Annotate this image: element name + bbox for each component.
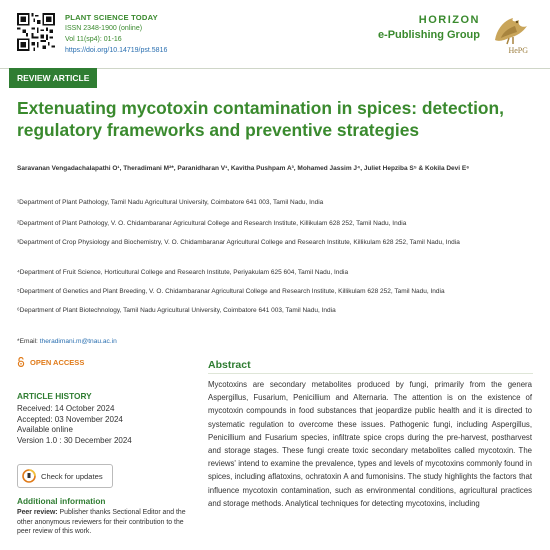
article-history <box>17 404 132 446</box>
received-date: Received: 14 October 2024 <box>17 404 115 413</box>
publisher-logo-text: HePG <box>508 46 528 55</box>
affiliation-6: ⁶Department of Plant Biotechnology, Tamil Nadu Agricultural University, Coimbatore 641 003, Tamil Nadu, India <box>17 307 336 314</box>
journal-volume: Vol 11(sp4): 01-16 <box>65 36 122 43</box>
email-link[interactable]: theradimani.m@tnau.ac.in <box>39 338 117 345</box>
affiliation-5: ⁵Department of Genetics and Plant Breeding, V. O. Chidambaranar Agricultural College and Research Institute, Killikulam 628 252, Tamil Nadu, India <box>17 288 445 295</box>
article-type-badge: REVIEW ARTICLE <box>9 68 97 88</box>
affiliation-1: ¹Department of Plant Pathology, Tamil Nadu Agricultural University, Coimbatore 641 003, Tamil Nadu, India <box>17 199 324 206</box>
open-lock-icon <box>17 357 25 367</box>
affiliation-3: ³Department of Crop Physiology and Biochemistry, V. O. Chidambaranar Agricultural College and Research Institute, Killikulam 628 252, Tamil Nadu, India <box>17 239 460 246</box>
available-online: Available online <box>17 425 73 434</box>
publisher-line1: HORIZON <box>418 14 480 26</box>
journal-info <box>65 12 167 56</box>
journal-issn: ISSN 2348-1900 (online) <box>65 25 143 32</box>
article-title: Extenuating mycotoxin contamination in spices: detection, regulatory frameworks and preventive strategies <box>17 98 505 140</box>
check-updates-label: Check for updates <box>41 471 103 481</box>
correspondence-email <box>17 338 117 345</box>
abstract-title: Abstract <box>208 359 251 371</box>
version-date: Version 1.0 : 30 December 2024 <box>17 435 132 445</box>
peer-review-text: Publisher thanks Sectional Editor and the other anonymous reviewers for their contribution to the peer review of this work. <box>17 509 186 535</box>
affiliation-2: ²Department of Plant Pathology, V. O. Chidambaranar Agricultural College and Research Institute, Killikulam 628 252, Tamil Nadu, India <box>17 220 407 227</box>
journal-name: PLANT SCIENCE TODAY <box>65 13 158 22</box>
additional-info-title: Additional information <box>17 496 106 506</box>
article-history-title: ARTICLE HISTORY <box>17 391 92 401</box>
affiliation-4: ⁴Department of Fruit Science, Horticultural College and Research Institute, Periyakulam 625 604, Tamil Nadu, India <box>17 269 349 276</box>
check-updates-icon <box>22 469 36 483</box>
qr-code-icon <box>17 13 55 51</box>
publisher-name <box>378 14 480 41</box>
open-access-text: OPEN ACCESS <box>30 358 85 367</box>
author-list: Saravanan Vengadachalapathi O¹, Theradimani M²*, Paranidharan V¹, Kavitha Pushpam A³, Mohamed Jassim J⁴, Juliet Hepziba S⁵ & Kokila Devi E⁶ <box>17 165 470 172</box>
publisher-line2: e-Publishing Group <box>377 29 480 41</box>
peer-review-note <box>17 508 192 537</box>
peer-review-label: Peer review: <box>17 509 58 516</box>
check-for-updates-button[interactable] <box>17 464 113 488</box>
accepted-date: Accepted: 03 November 2024 <box>17 414 123 424</box>
open-access-label <box>17 357 84 367</box>
doi-link[interactable]: https://doi.org/10.14719/pst.5816 <box>65 47 168 54</box>
email-label: *Email: <box>17 338 40 345</box>
abstract-text: Mycotoxins are secondary metabolites produced by fungi, primarily from the genera Aspergillus, Fusarium, Penicillium and Alternaria. The attention is on the existence of mycotoxin compounds in food substances that jeopardize public health and it is directed to systematic regulation to overcome these issues. Pathogenic fungi, including Aspergillus, Penicillium and Fusarium species, infiltrate spice crops during the pre-harvest, postharvest and storage stages. These fungi create toxic secondary metabolites called mycotoxin. The reviews' intend to examine the prevalence, types and levels of mycotoxins commonly found in spices, including aflatoxins, ochratoxin A and fumonisins. The study highlights the factors that influence mycotoxin contamination, such as environmental conditions, agricultural practices and storage methods. Analytical techniques for detecting mycotoxins, including <box>208 380 532 508</box>
abstract-divider <box>208 373 533 374</box>
